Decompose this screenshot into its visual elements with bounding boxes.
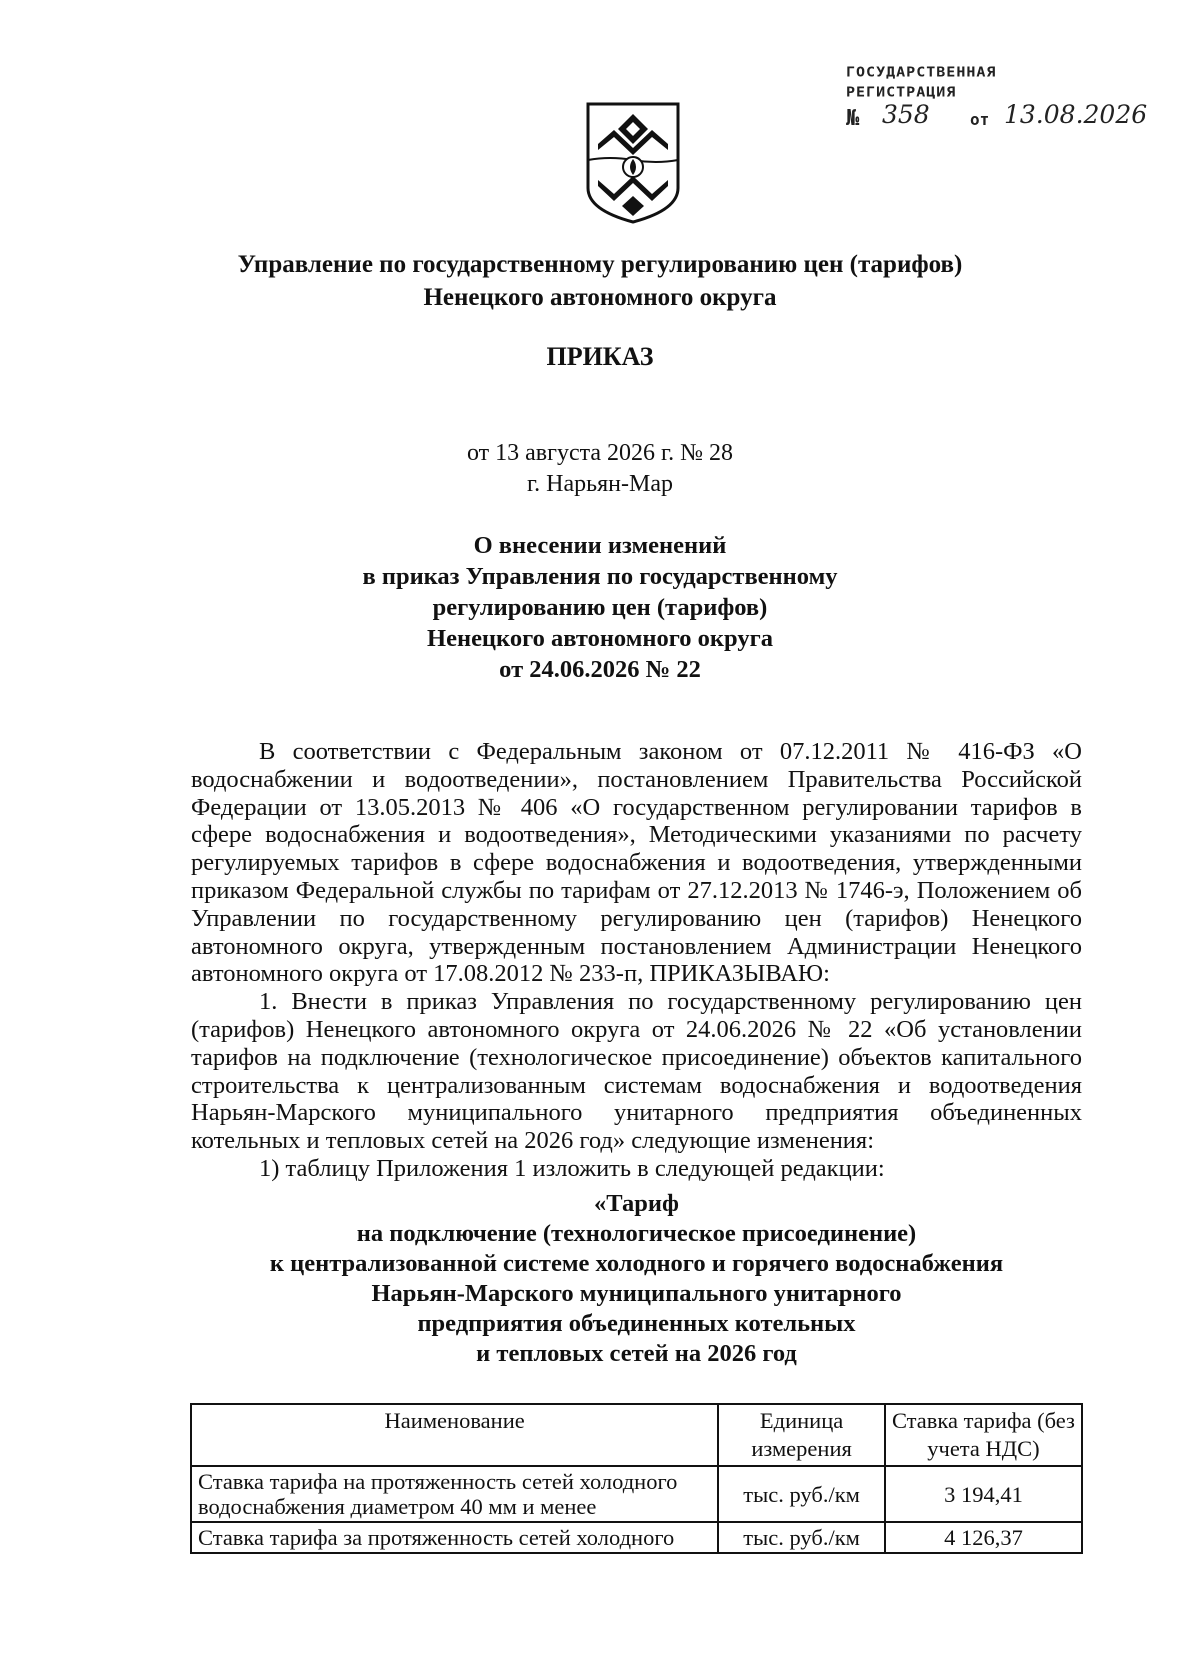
stamp-line-2: РЕГИСТРАЦИЯ: [846, 83, 957, 101]
row-rate-cell: 4 126,37: [885, 1522, 1082, 1553]
registration-stamp: [846, 62, 1166, 134]
column-header-rate: Ставка тарифа (без учета НДС): [885, 1404, 1082, 1466]
stamp-number-sign: №: [846, 106, 860, 131]
stamp-date-prefix: от: [970, 110, 990, 129]
order-city: г. Нарьян-Мар: [527, 471, 673, 497]
row-unit-cell: тыс. руб./км: [718, 1522, 885, 1553]
tariff-title-line: к централизованной системе холодного и горячего водоснабжения: [269, 1249, 1004, 1277]
tariff-title-line: на подключение (технологическое присоединение): [356, 1219, 917, 1247]
issuing-organization: [0, 248, 1200, 314]
tariff-title: [191, 1189, 1082, 1369]
subject-line: Ненецкого автономного округа: [427, 625, 773, 652]
tariff-title-line: и тепловых сетей на 2026 год: [476, 1339, 797, 1367]
document-type: ПРИКАЗ: [546, 342, 654, 371]
tariff-title-line: Нарьян-Марского муниципального унитарного: [371, 1279, 902, 1307]
order-date-number: от 13 августа 2026 г. № 28: [466, 440, 734, 466]
date-and-place: [0, 438, 1200, 500]
order-subject: [0, 530, 1200, 685]
tariff-table: [190, 1403, 1083, 1554]
table-header-row: [191, 1404, 1082, 1466]
order-body: [191, 738, 1082, 1369]
subject-line: О внесении изменений: [473, 532, 727, 559]
subitem-1-paragraph: 1) таблицу Приложения 1 изложить в следующей редакции:: [259, 1154, 885, 1182]
column-header-unit: Единица измерения: [718, 1404, 885, 1466]
subject-line: в приказ Управления по государственному: [362, 563, 838, 590]
tariff-title-line: предприятия объединенных котельных: [417, 1309, 856, 1337]
stamp-number-row: [846, 100, 1166, 134]
row-unit-cell: тыс. руб./км: [718, 1466, 885, 1522]
row-name-cell: Ставка тарифа за протяженность сетей холодного: [191, 1522, 718, 1553]
item-1-paragraph: 1. Внести в приказ Управления по государственному регулированию цен (тарифов) Ненецкого автономного округа от 24.06.2026 № 22 «Об установлении тарифов на подключение (технологическое присоединение) объектов капитального строительства к централизованным системам водоснабжения и водоотведения Нарьян-Марского муниципального унитарного предприятия объединенных котельных и тепловых сетей на 2026 год» следующие изменения:: [191, 988, 1082, 1155]
org-line-2: Ненецкого автономного округа: [423, 284, 777, 311]
column-header-name: Наименование: [191, 1404, 718, 1466]
subject-line: регулированию цен (тарифов): [432, 594, 768, 621]
table-row: [191, 1522, 1082, 1553]
org-line-1: Управление по государственному регулированию цен (тарифов): [237, 251, 963, 278]
registration-date: 13.08.2026: [1004, 100, 1148, 129]
tariff-title-line: «Тариф: [594, 1189, 679, 1217]
row-name-cell: Ставка тарифа на протяженность сетей холодного водоснабжения диаметром 40 мм и менее: [191, 1466, 718, 1522]
subject-line: от 24.06.2026 № 22: [499, 656, 701, 683]
preamble-paragraph: В соответствии с Федеральным законом от 07.12.2011 № 416-ФЗ «О водоснабжении и водоотведении», постановлением Правительства Российской Федерации от 13.05.2013 № 406 «О государственном регулировании тарифов в сфере водоснабжения и водоотведения», Методическими указаниями по расчету регулируемых тарифов в сфере водоснабжения и водоотведения, утвержденными приказом Федеральной службы по тарифам от 27.12.2013 № 1746-э, Положением об Управлении по государственному регулированию цен (тарифов) Ненецкого автономного округа, утвержденным постановлением Администрации Ненецкого автономного округа от 17.08.2012 № 233-п, ПРИКАЗЫВАЮ:: [191, 738, 1082, 988]
stamp-line-1: ГОСУДАРСТВЕННАЯ: [846, 63, 997, 81]
row-rate-cell: 3 194,41: [885, 1466, 1082, 1522]
registration-number: 358: [882, 100, 930, 129]
table-row: [191, 1466, 1082, 1522]
coat-of-arms-emblem: [584, 100, 682, 226]
